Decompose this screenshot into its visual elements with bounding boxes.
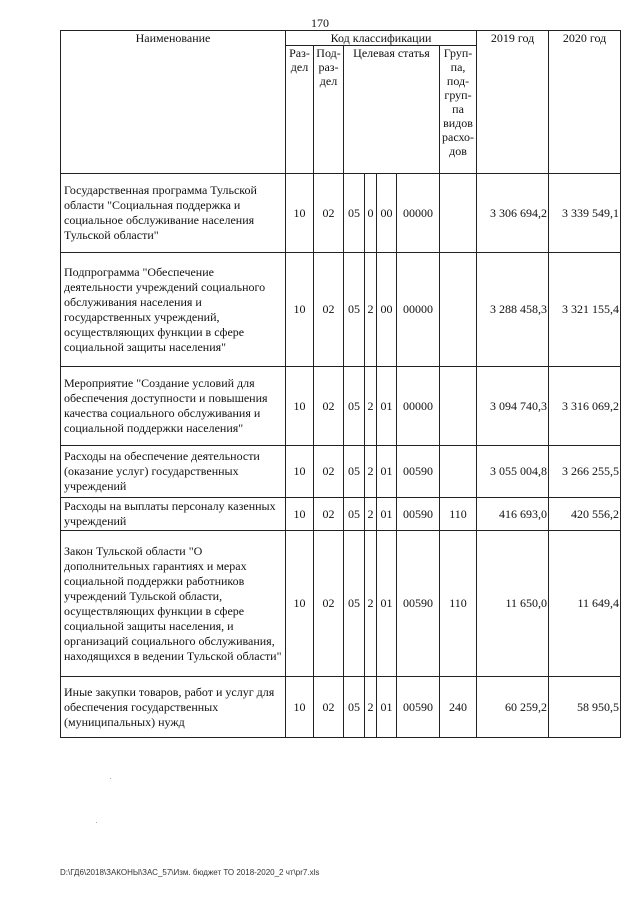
- header-section: Раз- дел: [286, 46, 314, 174]
- row-target-direction: 00000: [397, 367, 440, 446]
- row-amount-2019: 3 094 740,3: [477, 367, 549, 446]
- row-target-direction: 00590: [397, 446, 440, 498]
- header-classification-code: Код классификации: [286, 31, 477, 46]
- row-name: Иные закупки товаров, работ и услуг для обеспечения государственных (муниципальных) нужд: [61, 677, 286, 738]
- header-year-2020: 2020 год: [549, 31, 621, 174]
- row-target-direction: 00000: [397, 174, 440, 253]
- table-row: [61, 367, 621, 446]
- row-target-event: 00: [377, 174, 397, 253]
- row-target-subprogram: 0: [365, 174, 377, 253]
- table-row: [61, 498, 621, 531]
- row-subsection: 02: [314, 677, 344, 738]
- row-amount-2020: 3 339 549,1: [549, 174, 621, 253]
- row-name: Расходы на обеспечение деятельности (оказание услуг) государственных учреждений: [61, 446, 286, 498]
- row-subsection: 02: [314, 253, 344, 367]
- row-name: Государственная программа Тульской области "Социальная поддержка и социальное обслуживание населения Тульской области": [61, 174, 286, 253]
- row-expense-group: 110: [440, 498, 477, 531]
- row-amount-2019: 3 055 004,8: [477, 446, 549, 498]
- row-amount-2020: 58 950,5: [549, 677, 621, 738]
- row-amount-2019: 3 306 694,2: [477, 174, 549, 253]
- header-year-2019: 2019 год: [477, 31, 549, 174]
- row-name: Закон Тульской области "О дополнительных гарантиях и мерах социальной поддержки работников учреждений Тульской области, осуществляющих функции в сфере социальной защиты населения, и организаций социального обслуживания, находящихся в ведении Тульской области": [61, 531, 286, 677]
- row-expense-group: [440, 174, 477, 253]
- row-subsection: 02: [314, 446, 344, 498]
- row-target-subprogram: 2: [365, 446, 377, 498]
- header-name: Наименование: [61, 31, 286, 174]
- table-row: [61, 446, 621, 498]
- row-target-event: 01: [377, 498, 397, 531]
- row-target-subprogram: 2: [365, 677, 377, 738]
- scan-speck: [96, 822, 97, 823]
- row-subsection: 02: [314, 367, 344, 446]
- row-section: 10: [286, 677, 314, 738]
- row-name: Мероприятие "Создание условий для обеспечения доступности и повышения качества социального обслуживания и социальной поддержки населения": [61, 367, 286, 446]
- row-amount-2020: 3 266 255,5: [549, 446, 621, 498]
- row-section: 10: [286, 498, 314, 531]
- row-subsection: 02: [314, 498, 344, 531]
- table-row: [61, 677, 621, 738]
- table-row: [61, 174, 621, 253]
- row-expense-group: 110: [440, 531, 477, 677]
- file-path-footer: D:\ГД6\2018\ЗАКОНЫ\ЗАС_57\Изм. бюджет ТО 2018-2020_2 чт\pr7.xls: [60, 868, 320, 877]
- row-amount-2020: 3 321 155,4: [549, 253, 621, 367]
- header-expense-group: Груп- па, под- груп- па видов расхо- дов: [440, 46, 477, 174]
- table-row: [61, 253, 621, 367]
- row-amount-2020: 11 649,4: [549, 531, 621, 677]
- row-section: 10: [286, 367, 314, 446]
- row-amount-2020: 420 556,2: [549, 498, 621, 531]
- row-target-program: 05: [344, 253, 365, 367]
- row-section: 10: [286, 174, 314, 253]
- header-target-article: Целевая статья: [344, 46, 440, 174]
- row-expense-group: [440, 367, 477, 446]
- row-section: 10: [286, 253, 314, 367]
- row-target-event: 00: [377, 253, 397, 367]
- row-name: Подпрограмма "Обеспечение деятельности учреждений социального обслуживания населения и государственных учреждений, осуществляющих функции в сфере социальной защиты населения": [61, 253, 286, 367]
- row-target-program: 05: [344, 677, 365, 738]
- row-subsection: 02: [314, 174, 344, 253]
- row-target-event: 01: [377, 677, 397, 738]
- row-name: Расходы на выплаты персоналу казенных учреждений: [61, 498, 286, 531]
- header-subsection: Под- раз- дел: [314, 46, 344, 174]
- row-target-program: 05: [344, 174, 365, 253]
- row-target-direction: 00590: [397, 531, 440, 677]
- budget-table: [60, 30, 621, 738]
- row-amount-2019: 3 288 458,3: [477, 253, 549, 367]
- row-target-program: 05: [344, 367, 365, 446]
- row-target-direction: 00590: [397, 677, 440, 738]
- scan-speck: [110, 778, 111, 779]
- row-target-direction: 00590: [397, 498, 440, 531]
- row-target-subprogram: 2: [365, 531, 377, 677]
- page-number: 170: [311, 16, 329, 30]
- row-target-subprogram: 2: [365, 253, 377, 367]
- row-amount-2019: 416 693,0: [477, 498, 549, 531]
- row-target-subprogram: 2: [365, 367, 377, 446]
- row-target-program: 05: [344, 446, 365, 498]
- row-target-direction: 00000: [397, 253, 440, 367]
- row-subsection: 02: [314, 531, 344, 677]
- row-amount-2019: 60 259,2: [477, 677, 549, 738]
- row-amount-2019: 11 650,0: [477, 531, 549, 677]
- table-row: [61, 531, 621, 677]
- row-target-program: 05: [344, 531, 365, 677]
- row-target-event: 01: [377, 531, 397, 677]
- row-expense-group: 240: [440, 677, 477, 738]
- row-expense-group: [440, 446, 477, 498]
- row-section: 10: [286, 446, 314, 498]
- row-target-program: 05: [344, 498, 365, 531]
- row-target-event: 01: [377, 367, 397, 446]
- row-expense-group: [440, 253, 477, 367]
- row-target-event: 01: [377, 446, 397, 498]
- row-section: 10: [286, 531, 314, 677]
- row-target-subprogram: 2: [365, 498, 377, 531]
- row-amount-2020: 3 316 069,2: [549, 367, 621, 446]
